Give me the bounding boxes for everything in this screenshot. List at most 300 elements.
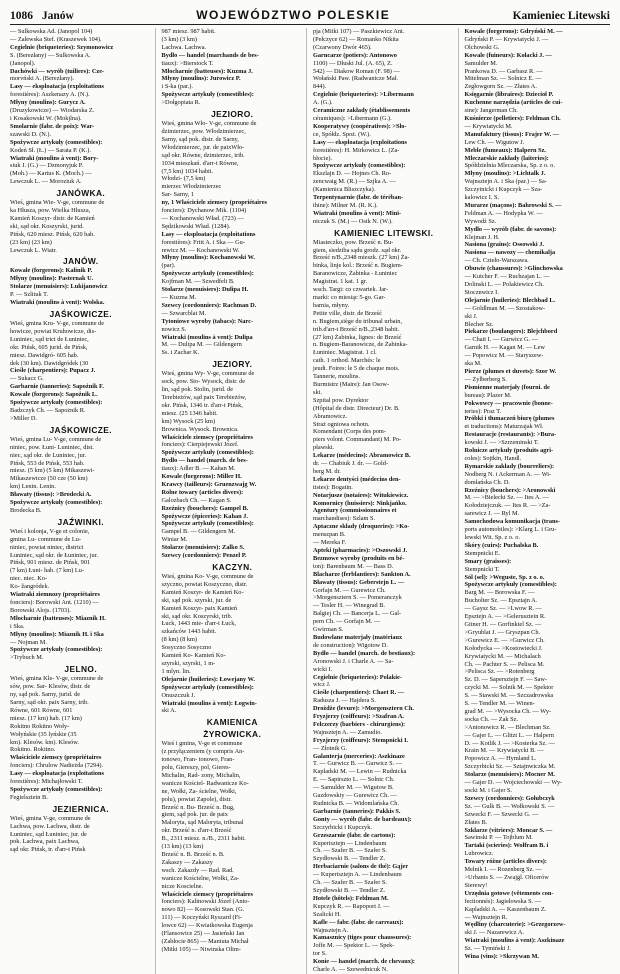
text-line: (Mitki 105) — Niwinska Olim- xyxy=(161,945,241,953)
text-line: Spółdzielnia Mleczarska, Sp. z o. o. xyxy=(464,162,555,170)
text-line: Cieśle (charpentiers): Pupacz J. xyxy=(10,367,96,375)
text-line: wsch. Zakazdy — Rad. Rad. xyxy=(161,866,234,874)
text-line: Spożywcze artykuły (comestibles): xyxy=(464,581,557,589)
text-line: — Tesler H. — Winegrad B. xyxy=(313,602,385,610)
text-line: — Zylberberg S. xyxy=(464,375,507,383)
text-line: szyczno, powiat Koszyczno, distr. xyxy=(161,580,248,588)
text-line: Młyny (moulins): Kochanowski W. xyxy=(161,254,255,262)
text-line: niec, sąd okr. de Luniniec, jur. xyxy=(10,451,87,459)
text-line: Spożywcze artykuły (comestibles): xyxy=(10,499,103,507)
text-line: Kowale (forgerons): Sapożnik L. xyxy=(10,391,98,399)
text-line: Szczytnicki i Kupczyk — Sza- xyxy=(464,186,543,194)
text-line: niniec, pow. Łuni- Luniniec, dist. xyxy=(10,443,94,451)
text-line: siuk J. (G.) — Dzmonyjuk P. xyxy=(10,162,84,170)
text-line: Wołyńskie (35 lyńskie (35 xyxy=(10,730,77,738)
text-line: Szklarze (vitriers): Moncar S. — xyxy=(464,826,553,834)
text-line: howicze, powiat Kruhowicze, dis- xyxy=(10,327,97,335)
text-line: >Miller D. xyxy=(10,414,37,422)
text-line: Wołański Paw. (Radwanicze Mał. xyxy=(313,75,398,83)
text-line: marki: co miesiąc 5-go. Gar- xyxy=(313,294,386,301)
text-line: Młyny (moulins): Miaznik H. i Ska xyxy=(10,630,104,638)
text-line: (7 km) Łuni- hab. (7 km) Lu- xyxy=(10,567,84,575)
text-line: Kołodycka — >Kostowiecki J. xyxy=(464,644,543,652)
text-line: Kapladski M. — Lewin — Rudnicka xyxy=(313,768,407,776)
text-line: Ceramiczne zakłady (établissements xyxy=(313,107,411,115)
text-line: Garbarnie (tanneries): Pakkis S. xyxy=(313,807,401,815)
text-line: Magistrat. 1 kat. 1 gr. xyxy=(313,278,368,286)
text-line: Wędliny (charcuterie): >Grzegorzew- xyxy=(464,921,566,929)
text-line: Manufaktury (tissus): Frajer W. — xyxy=(464,130,560,138)
text-line: Sędzikowski Wład. (1284). xyxy=(161,222,231,230)
text-line: >Urbanis S. — Zwajgl. Oficerów xyxy=(464,873,549,881)
text-line: zencwaig M. (R.) — Szjka A. — xyxy=(313,178,396,186)
text-line: kowski J. — >Szrzeminski T. xyxy=(464,439,539,447)
text-line: >Dołgopiata R. xyxy=(161,99,201,107)
text-line: Brześć n/B.,2348 mieszk. (27 km) Ża- xyxy=(313,254,410,262)
text-line: Krain M. — Krywiatycki B. — xyxy=(464,747,544,755)
text-line: Kojfman M. — Szwedfelt B. xyxy=(161,278,235,286)
text-line: Brześć n. B. Brześć n. B. xyxy=(161,851,225,858)
header-center-title: WOJEWÓDZTWO POLESKIE xyxy=(196,8,391,22)
text-line: (Flansowice 25) — Jasieński Jan xyxy=(161,930,245,938)
section-heading: KAMIENIEC LITEWSKI. xyxy=(334,227,434,238)
text-line: Cegielnie (briqueteries): >Libermann xyxy=(313,91,414,99)
text-line: Stolarze (menuisiers): Zalko S. xyxy=(161,544,245,552)
text-line: Kołodziejczuk. — Ites R. — >Za- xyxy=(464,502,551,510)
text-line: niczuk S. (M.) — Osik N. (W.). xyxy=(313,217,393,225)
text-line: ski, sąd okr. Koszyrski, trib. xyxy=(161,612,233,620)
text-line: — Gaysz Sz. — >Lwow R. — xyxy=(464,605,542,613)
text-line: >Trybuch M. xyxy=(10,654,44,662)
text-line: Pińsk, 620 miesz. Pińsk, 620 hab. xyxy=(10,230,95,238)
text-line: sine): Jangerman Ch. xyxy=(464,107,518,115)
text-line: Wiatraki (moulins à vent): Wolska. xyxy=(10,299,105,307)
text-line: Radusza J. — Hajdera S. xyxy=(313,697,376,705)
text-line: Sz. — Tymiński J. xyxy=(464,945,512,953)
text-line: Rzeźnicy (bouchers): >Aronowski xyxy=(464,486,556,494)
section-heading: JEZIORY. xyxy=(212,359,253,370)
text-line: Kowale (forgerons): Miller H. xyxy=(161,473,242,481)
text-line: Szydłowski B. — Tendler Z. xyxy=(313,855,386,863)
text-line: dzimierzec, pow. Włodzimierzec, xyxy=(161,127,246,135)
text-line: coles): Sojtkin, Handl. xyxy=(464,454,522,462)
text-line: Bydło — handel (march. de bes- xyxy=(161,457,248,465)
text-line: Galozbach Ch. — Kagan S. xyxy=(161,496,232,504)
text-line: Łuniniec, sąd Łuniniec, jur. de xyxy=(10,830,87,838)
text-line: Szczyrbicki i Kupczyk. xyxy=(313,823,372,831)
text-line: miesz. (17 km) hab. (17 km) xyxy=(10,714,82,722)
text-line: Kowale (forgerons): Kalinik P. xyxy=(10,267,93,275)
text-line: miesz. Dawidgró- 605 hab. xyxy=(10,351,79,359)
text-line: Skóry (cuirs): Puchalska B. xyxy=(464,541,539,549)
text-line: lewski Wit. Sp. z o. o. xyxy=(464,534,520,541)
text-line: Restauracje (restaurants): >Bura- xyxy=(464,431,557,439)
column-2 xyxy=(162,28,308,974)
text-line: Terebieżów, sąd paix Terebieżów, xyxy=(161,393,247,401)
text-line: Baranowicze, Żabinka - Łuniniec xyxy=(313,270,398,278)
text-line: Piekarze (boulangers): Blejchbord xyxy=(464,328,558,336)
text-line: grad M. — >Wysocka Ch. — Wy- xyxy=(464,707,552,715)
text-line: Towary różne (articles divers): xyxy=(464,858,547,866)
text-line: — Złotnik G. xyxy=(313,744,348,752)
text-line: Pińsk, 901 miesz. de Pińsk, 901 xyxy=(10,559,91,567)
text-line: >Antonowicz R. — Blechman Sz. xyxy=(464,723,551,731)
text-line: berg M. dr. xyxy=(313,467,341,475)
text-line: (3 km) (3 km) xyxy=(161,35,197,43)
text-line: Spożywcze artykuły (comestibles): xyxy=(10,646,103,654)
text-line: Kupczyk R. — Rapoport J. — xyxy=(313,902,390,910)
text-line: Sosyczno Sosyczno xyxy=(161,644,212,652)
text-line: socki M. i Gajer S. xyxy=(464,787,513,794)
text-line: Bydło — handel (march. de bestiaux): xyxy=(313,649,416,657)
text-line: Równe, 601 Równe, 601 xyxy=(10,706,73,714)
text-line: Pismienne materjały (fourni. de xyxy=(464,383,550,391)
text-line: Spożywcze artykuły (comestibles): xyxy=(161,91,254,99)
text-line: i S-ka (par.). xyxy=(161,83,193,91)
text-line: D. — Kotlik J. — >Kosterka Sz. — xyxy=(464,739,555,747)
text-line: Zakaszy — Zakaszy xyxy=(161,858,213,866)
text-line: Wieś, gmina Wie- V-ge, commune de xyxy=(10,199,105,207)
text-line: 1034 mieszkań. d'arr-t Równe, xyxy=(161,159,239,167)
text-line: Melnik I. — Rozenberg Sz. — xyxy=(464,866,542,874)
text-line: Lasy — eksploatacja (exploitations xyxy=(10,770,104,778)
text-line: km). Klesów. km). Klesów. xyxy=(10,738,79,746)
text-line: wanicze Kościel- Radwanicze Ko- xyxy=(161,779,249,787)
text-line: Apteki (pharmacies): >Oszowski J. xyxy=(313,547,408,554)
text-line: 111) — Koczyński Ryszard (Fi- xyxy=(161,914,242,922)
text-line: ne, Wołki, Za- ścielne, Wołki, xyxy=(161,787,237,795)
text-line: Lewczuk L. — Moroziuk A. xyxy=(10,178,82,186)
text-line: >Gurewicz E. — >Gurwicz Ch. xyxy=(464,636,545,644)
text-line: Wiatraki ziemnozy (propriétaires xyxy=(10,591,100,599)
text-line: — Kutcher F. — Ruchzajan L. — xyxy=(464,273,550,281)
text-line: (z przyłączeniem (y compris An- xyxy=(161,748,245,756)
header-right-title: Kamieniec Litewski xyxy=(512,10,610,22)
text-line: bureau): Plazer M. xyxy=(464,391,512,399)
text-line: Stolarze (menuisiers): Dulipa H. xyxy=(161,286,249,294)
text-line: ski A. xyxy=(161,707,177,715)
column-3 xyxy=(313,28,459,974)
text-line: (Janopol). xyxy=(10,59,36,67)
text-line: Wieś, gmina Kle- V-ge, commune de xyxy=(10,675,104,683)
text-line: szkańców 1443 habit. xyxy=(161,628,217,636)
text-line: Ekszlajn D. — Hojnes Ch. Ro- xyxy=(313,170,392,178)
text-line: dr. — Chabiuk J. dr. — Gold- xyxy=(313,460,389,468)
text-line: Miasteczko, pow. Brześć n. Bu- xyxy=(313,238,394,246)
text-line: Szydłowski B. — Tendler Z. xyxy=(313,886,386,894)
text-line: ski J. xyxy=(464,312,478,320)
text-line: i Ska. xyxy=(10,622,25,630)
text-line: pern Ch. — Gorfajn M. — xyxy=(313,618,381,626)
text-line: ska M. xyxy=(464,360,482,368)
text-line: — Chait I. — Gurwicz G. — xyxy=(464,336,538,344)
text-line: wsch. Targi: co czwartek. Jar- xyxy=(313,286,389,294)
text-line: Sól (sel): >Weguste, Sp. z o. o. xyxy=(464,573,545,581)
text-line: Szewcy (cordonniers): Rachman D. xyxy=(161,301,257,309)
text-line: sąd okr. Równe, dzimierzec, trib. xyxy=(161,151,245,159)
text-line: Bławaty (tissus): Geberstejn L. — xyxy=(313,578,405,586)
text-line: Borowski Alojs. (1703). xyxy=(10,606,71,614)
text-line: Ko- žangródek. xyxy=(10,583,50,591)
text-line: Łuniniec, sąd okr. de Łuniniec, jur. xyxy=(10,551,98,559)
text-line: Galanterja (merceries): Aszkinaze xyxy=(313,752,405,760)
text-line: Młyny (moulins): Gurycz A. xyxy=(10,99,86,107)
text-line: Wajnsztejn A. xyxy=(313,926,349,934)
text-line: Ch. — Pachter S. — Pelisca M. xyxy=(464,660,545,668)
text-line: ports automobiles): >Klarg L. i Gru- xyxy=(464,526,557,534)
text-line: Kamasznicy (tiges pour chaussures): xyxy=(313,934,412,942)
text-line: Lachwa. Lachwa. xyxy=(161,43,207,51)
text-line: ski J. — Nazarewicz A. xyxy=(464,929,524,937)
text-line: Balgiej Ch. — Bancerja L. — Gal- xyxy=(313,610,402,618)
text-line: Krawcy (tailleurs): Gruenzwajg W. xyxy=(161,480,257,488)
text-line: marchandises): Szlam S. xyxy=(313,515,376,523)
text-line: fonciers): Cierpiejewski Józef. xyxy=(161,441,239,449)
text-line: polu, Giereszy, pol, Gieres- xyxy=(161,764,231,772)
text-line: Mitelman Sz. — Solnicz E. — xyxy=(464,75,542,83)
text-line: Terpentynarnie (fabr. de téréban- xyxy=(313,194,404,202)
text-line: Brownica. Wysock. Brownica. xyxy=(161,425,239,433)
text-line: Bezmowe wyroby (produits en bé- xyxy=(313,554,405,562)
text-line: pławski. xyxy=(313,444,335,452)
text-line: Komornicy (huissiers): Ninkjańko. xyxy=(313,499,407,507)
text-line: Pokwowcy — pracownie (bonne- xyxy=(464,399,553,407)
section-heading: JAŚKOWICZE. xyxy=(49,309,113,319)
text-line: — Wajnsztejn R. xyxy=(464,913,508,921)
text-line: Sarny, sąd pok. distr. de Sarny, xyxy=(161,135,239,143)
text-line: tonowo, Fran- tonowo, Fran- xyxy=(161,756,235,764)
text-line: Wiatraki (moulins à vent): Łogwin- xyxy=(161,699,257,707)
text-line: Wieś, gmina Kru- V-ge, commune de xyxy=(10,320,105,327)
text-line: Budowlane materjały (matériaux xyxy=(313,633,403,641)
text-line: sąd okr. Pińsk, tr. d'arr-t Pińsk xyxy=(10,846,86,854)
text-line: Zegłowgorn Sz. — Złates A. xyxy=(464,83,537,91)
text-line: Prankowa D. — Garbasz R. — xyxy=(464,67,543,75)
text-line: Właściciele ziemscy (propriétaires xyxy=(10,754,102,762)
text-line: morvński A. (Berezłany). xyxy=(10,75,75,83)
text-line: Wieś i kolonja, V-ge et colonie, xyxy=(10,527,90,535)
text-line: Aptaczne składy (droqueries): >Ko- xyxy=(313,523,410,531)
text-line: (7,5 km) 1034 habit. xyxy=(161,167,214,175)
text-line: — Popowicz M. — Staryszew- xyxy=(464,352,544,360)
section-heading: JAŹWINKI. xyxy=(57,516,104,527)
text-line: Wieś, gmina Wy- V-ge, commune de xyxy=(161,370,255,378)
text-line: szyrski, szyrski, 1 m- xyxy=(161,659,216,667)
text-line: Olchowski G. xyxy=(464,43,500,51)
text-line: Szpital pow. Dyrektor xyxy=(313,396,369,404)
text-line: forestières): Aszkenazy A. (N.). xyxy=(10,91,90,99)
text-line: Dolinski L. — Polakiewicz Ch. xyxy=(464,281,544,288)
text-line: Sz. — Gulk B. — Wołkowski S. — xyxy=(464,802,555,810)
text-line: Wiatraki (moulins à vent): Mini- xyxy=(313,209,402,217)
text-line: Rzeźnicy (bouchers): Gampel B. xyxy=(161,504,249,512)
text-line: — Nojman M. xyxy=(10,638,47,646)
text-line: (23 km) (23 km) xyxy=(10,238,52,246)
text-line: Rudnicka B. — Widomlańska Ch. xyxy=(313,800,400,807)
text-line: Młyny (moulins): Jurowicz P. xyxy=(161,75,241,83)
text-line: Fryzjerzy (coiffeurs): Stempnicki I. xyxy=(313,736,409,744)
text-line: Garnik H. — Kagan M. — Lew xyxy=(464,344,545,352)
text-line: Cegielnie (briqueteries): Polakie- xyxy=(313,673,402,681)
text-line: wanicze Kościelne, Wołki, Za- xyxy=(161,874,240,882)
text-line: M. — >Bielecki Sz. — Ites A. — xyxy=(464,494,549,502)
text-line: Lubrowicz. xyxy=(464,850,494,858)
text-line: Wina (vins): >Skrzywan M. xyxy=(464,953,539,961)
text-line: Młocharnie (batteuses): Miaznik H. xyxy=(10,614,106,622)
text-line: ski. xyxy=(313,388,322,396)
column-4 xyxy=(465,28,611,974)
text-line: Młyny (moulins): >Lichtalk J. xyxy=(464,170,546,178)
text-line: — Goldlman M. — Szostakow- xyxy=(464,304,546,312)
text-line: Lasy — eksploatacja (exploitations xyxy=(10,83,104,91)
text-line: S. — Stawski M. — Szczadrowska xyxy=(464,692,554,700)
text-line: Spożywcze artykuły (comestibles): xyxy=(10,138,103,146)
text-line: Grzeszarnie (fabr. de cartons): xyxy=(313,831,396,839)
text-line: kalowicz I. S. xyxy=(464,194,500,202)
text-line: ski, sąd pok. szyrski, jur. de xyxy=(161,596,232,604)
text-line: Samulder M. xyxy=(464,59,498,67)
text-line: niniec, powiat niniec, district xyxy=(10,543,84,551)
text-line: (Hôpital de distr. Directeur) Dr. B. xyxy=(313,404,400,412)
text-line: sock, pow. Sto- Wysock, distr. de xyxy=(161,378,246,386)
text-line: Mydło — wyrób (fabr. de savons): xyxy=(464,225,557,233)
text-line: Spożywcze artykuły (comestibles): xyxy=(161,449,254,457)
text-line: socka Ch. — Zak Sz. xyxy=(464,715,519,723)
text-line: Brześć n. Bu- Brześć n. Bug, xyxy=(161,803,235,811)
text-line: Kodeń Sł. (Ł.) — Sarata P. (K.). xyxy=(10,146,91,154)
text-line: (27 km) Żabinka, lignes: de Brześć xyxy=(313,333,402,341)
text-line: tiaux): >Bierstock T. xyxy=(161,59,214,67)
text-line: Cegielnie (briqueteries): Szymonowicz xyxy=(10,43,114,51)
text-line: Szwecki F. — Szwecki G. — xyxy=(464,810,539,818)
text-line: (par). xyxy=(161,262,176,270)
text-line: Łuniniec, sąd trict de Łuniniec, xyxy=(10,335,89,343)
text-line: — Mereka F. xyxy=(313,539,347,547)
text-line: (8 km) (8 km) xyxy=(161,636,197,644)
text-line: et traductions): Maturzajak Wł. xyxy=(464,423,544,431)
text-line: (Moh.) — Kartus K. (Moch.) — xyxy=(10,170,92,178)
text-line: — Gajer D. — Wojciechowski — Wy- xyxy=(464,779,563,787)
text-line: Wieś, gmina Ko- V-ge, commune de xyxy=(161,573,254,580)
section-heading: KACZYN. xyxy=(212,562,253,572)
text-line: gmina Lu- commune de Lu- xyxy=(10,535,81,543)
text-line: Badzczyk Ch. — Sapożnik R. xyxy=(10,406,86,414)
text-line: Malorytа, sąd Malorytа, tribunal xyxy=(161,819,244,827)
text-line: czycki M. — Solnik M. — Spektor xyxy=(464,684,554,692)
text-line: Wieś, gmina Lu- V-ge, commune de xyxy=(10,435,102,443)
text-line: Stempnicki E. xyxy=(464,549,501,557)
text-line: Złates B. xyxy=(464,818,488,826)
text-line: — Samulder M. — Wigutow B. xyxy=(313,784,394,792)
text-line: Popowicz A. — Hymland L. xyxy=(464,755,537,763)
text-line: Kamień Koszyr- de Kamień Ko- xyxy=(161,588,244,596)
text-line: P. — Szlituk T. xyxy=(10,291,49,299)
text-line: — Sulkowska Ad. (Janopol 104) xyxy=(10,28,93,35)
text-line: okr. Pińsk, 605 jurid. de Pińsk, xyxy=(10,343,88,351)
text-line: Gonty — wyrób (fabr. de bardeaux): xyxy=(313,815,412,823)
text-line: >Pelisca Sz. — >Rotenberg xyxy=(464,668,535,676)
text-line: pok. Lachwa, paix Lachwa, xyxy=(10,838,80,846)
text-line: Cieśle (charpentiers): Chaet R. — xyxy=(313,689,405,697)
text-line: S. — Tendler M. — Winen- xyxy=(464,700,535,708)
text-line: Gampel B. — Gildengern M. xyxy=(161,528,236,536)
text-line: Wajnsztejn A. i Ska (par.) — Sa- xyxy=(464,178,547,186)
text-line: Burmistrz (Maire): Jan Osow- xyxy=(313,380,390,388)
text-line: Wieś, gmina Wło- V-ge, commune de xyxy=(161,120,257,128)
text-line: nowo 82) — Kosowski Stan. (G. xyxy=(161,906,245,914)
text-line: Spożywcze artykuły (comestibles): xyxy=(161,683,254,691)
text-line: Stolarze (menuisiers): Lukijanowicz xyxy=(10,283,108,291)
text-line: miesz. (25 1346 habit. xyxy=(161,409,218,417)
text-line: Onuszczuk J. xyxy=(161,691,196,699)
text-line: tistes): Bogatin. xyxy=(313,483,353,491)
text-line: Stocznwicz I. xyxy=(464,288,499,296)
text-line: piers volont. Commandant) M. Po- xyxy=(313,436,402,444)
text-line: okr. Pińsk, 1346 tr. d'arr-t Pińsk, xyxy=(161,401,243,409)
text-line: Pierze (plumes et duvets): Szor W. xyxy=(464,367,557,375)
text-line: Lasy — eksploatacja (exploitations xyxy=(313,138,407,146)
text-line: (Zabłocie 865) — Maniuta Michał xyxy=(161,937,249,945)
text-line: n. Bugiem-Baranowicze, de Żabinka- xyxy=(313,341,408,349)
text-line: Wiatraki (moulins à vent): Bory- xyxy=(10,154,99,162)
text-line: nowicz S. xyxy=(161,325,187,333)
text-line: sarewicz J. — Ryl M. xyxy=(464,510,520,518)
text-line: menszpan B. xyxy=(313,531,346,539)
text-line: Konie — handel (march. de chevaux): xyxy=(313,958,416,966)
page-number: 1086 xyxy=(10,10,33,22)
text-line: Mikaszewicze (50 cze (50 km) xyxy=(10,475,88,483)
text-line: A. (G.). xyxy=(313,99,333,107)
text-line: Sierewy! xyxy=(464,881,488,889)
text-line: Charle A. — Szewednicuk N. xyxy=(313,966,388,974)
text-line: pja (Mitki 107) — Paszkiewicz Ant. xyxy=(313,28,405,35)
text-line: ka Hłusza, pow. Wielka Hłusza, xyxy=(10,207,91,215)
text-line: Gwirman S. xyxy=(313,626,344,634)
text-line: Rokitno Rokitno Woły- xyxy=(10,722,70,730)
text-line: Spożywcze artykuły (comestibles): xyxy=(161,270,254,278)
text-line: lin, sąd pok. Stolin, jurid. de xyxy=(161,386,234,394)
text-line: Tartaki (scieries): Wołfram B. i xyxy=(464,842,549,850)
text-line: Lasy — eksploatacja (exploitations xyxy=(161,230,256,238)
text-line: okr. Brześć n. d'arr-t Brześć xyxy=(161,827,232,835)
text-line: Garbarnie (tanneries): Sapożnik F. xyxy=(10,383,104,391)
text-line: Wiatraki (moulins à vent): Aszkinaze xyxy=(464,937,565,945)
text-line: Kamień Ko- Kamień Ko- xyxy=(161,652,226,660)
text-line: Notarjusze (notaires): Witukiewicz. xyxy=(313,491,409,499)
text-line: Ch. — Szafer B. — Szafer S. xyxy=(313,847,387,855)
text-line: Lachwa, pow. Lachwa, distr. de xyxy=(10,822,90,830)
text-line: tiaux): Adler B. — Kahan M. xyxy=(161,465,236,473)
text-line: Gorfajn M. — Gurewicz Ch. xyxy=(313,586,386,594)
text-line: thine): Milner M. (R. K.). xyxy=(313,201,378,209)
text-line: fonciers): Dychanow Mik. (1104) xyxy=(161,207,247,215)
text-line: ton): Barenbaum M. — Bass D. xyxy=(313,562,394,570)
text-line: Feldman A. — Hodypka W. — xyxy=(464,209,543,217)
section-heading: JAŚKOWICZE. xyxy=(49,424,113,435)
text-line: km) Lenin. Lenin. xyxy=(10,483,56,491)
text-line: fonciers): Borowski Ant. (1210) — xyxy=(10,599,99,606)
text-line: forestières): Michajłowski T. xyxy=(10,778,83,786)
text-line: Tannerie, moulins. xyxy=(313,373,360,381)
text-line: Mleczarskie zakłady (laiteries): xyxy=(464,154,549,162)
text-line: fonciers): Kalinowski Józef (Anto- xyxy=(161,898,250,906)
text-line: Nodberg N. i Ackerman A. — Wi- xyxy=(464,470,552,478)
text-line: M. — Dulipa M. — Gildengern xyxy=(161,341,242,349)
text-line: Komendant (Corps des pom- xyxy=(313,428,386,436)
text-line: Wieś i gmina, V-ge et commune xyxy=(161,740,243,748)
text-line: (Druzykowicze) — Wiodarska Z. xyxy=(10,107,95,115)
text-line: Krywiatycki M. — Michalach xyxy=(464,652,541,660)
